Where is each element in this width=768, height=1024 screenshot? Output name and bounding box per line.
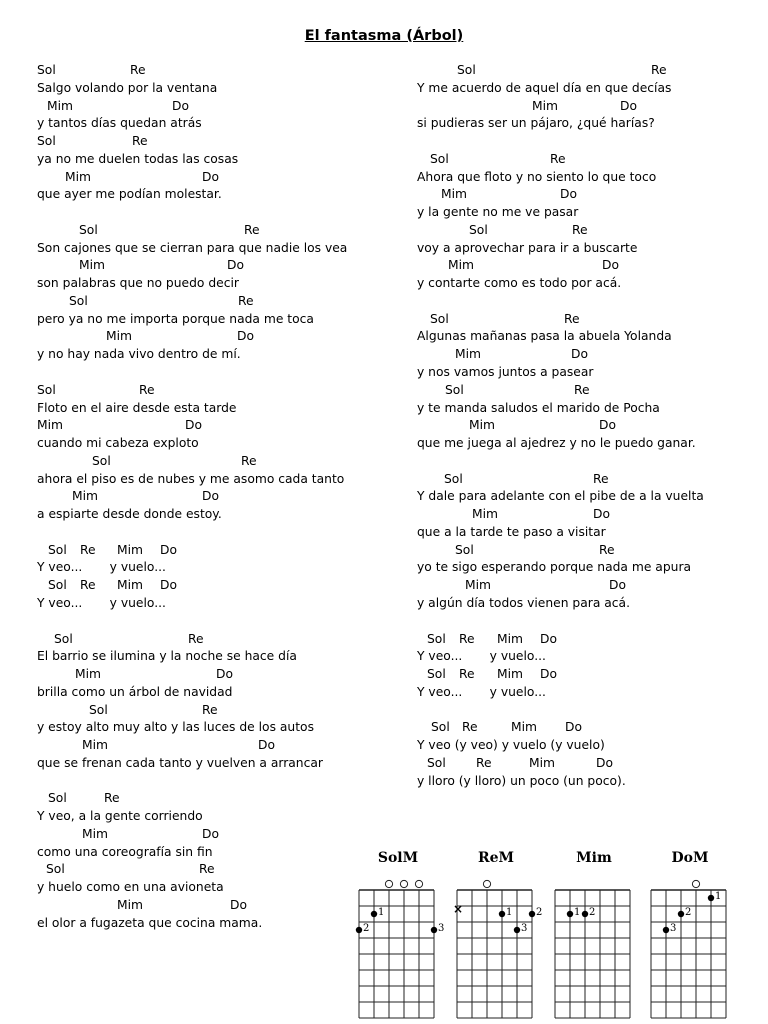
chord-diagram-solm [353, 848, 443, 1018]
finger-number: 1 [506, 907, 513, 918]
lyric-line: Salgo volando por la ventana [37, 80, 218, 95]
finger-number: 1 [574, 907, 581, 918]
chord-symbol: Sol [430, 311, 449, 326]
blank-line [37, 204, 387, 222]
chord-symbol: Sol [445, 382, 464, 397]
chord-line [417, 257, 762, 275]
chord-symbol: Do [160, 542, 177, 557]
lyric-line: Y dale para adelante con el pibe de a la vuelta [417, 489, 704, 504]
chord-symbol: Re [244, 222, 260, 237]
chord-diagram-name: Mim [576, 850, 612, 866]
chord-symbol: Re [199, 862, 215, 877]
chord-symbol: Mim [65, 169, 92, 184]
chord-symbol: Mim [37, 418, 64, 433]
finger-number: 3 [438, 923, 445, 934]
finger-dot [567, 911, 573, 917]
chord-line [37, 328, 387, 346]
chord-symbol: Sol [455, 542, 474, 557]
chord-line [37, 542, 387, 560]
chord-symbol: Sol [430, 151, 449, 166]
chord-symbol: Sol [92, 453, 111, 468]
blank-line [417, 293, 762, 311]
lyric-line: y tantos días quedan atrás [37, 116, 202, 131]
chord-symbol: Mim [497, 631, 524, 646]
chord-diagram-name: DoM [671, 850, 709, 866]
blank-line [417, 133, 762, 151]
chord-symbol: Re [572, 222, 588, 237]
chord-symbol: Do [540, 631, 557, 646]
chord-line [37, 790, 387, 808]
chord-line [37, 133, 387, 151]
finger-dot [529, 911, 535, 917]
chord-symbol: Sol [89, 702, 108, 717]
blank-line [37, 364, 387, 382]
chord-symbol: Re [651, 63, 667, 77]
finger-number: 3 [521, 923, 528, 934]
chord-symbol: Sol [46, 862, 65, 877]
chord-symbol: Sol [69, 293, 88, 308]
lyric-line: y la gente no me ve pasar [417, 205, 579, 220]
chord-symbol: Sol [37, 63, 56, 77]
chord-symbol: Do [202, 826, 219, 841]
lyric-line: Ahora que floto y no siento lo que toco [417, 169, 657, 184]
lyric-line: Y veo... y vuelo... [417, 684, 546, 699]
finger-dot [663, 927, 669, 933]
lyric-line: el olor a fugazeta que cocina mama. [37, 915, 263, 930]
lyric-line: y estoy alto muy alto y las luces de los autos [37, 720, 314, 735]
chord-line [37, 257, 387, 275]
chord-symbol: Do [185, 418, 202, 433]
lyric-line: cuando mi cabeza exploto [37, 436, 199, 451]
finger-number: 1 [378, 907, 385, 918]
lyric-line: y te manda saludos el marido de Pocha [417, 400, 660, 415]
chord-line [37, 861, 387, 879]
chord-line [417, 666, 762, 684]
lyric-line: Y veo (y veo) y vuelo (y vuelo) [417, 738, 605, 753]
chord-line [417, 755, 762, 773]
chord-line [417, 417, 762, 435]
chord-line [37, 222, 387, 240]
blank-line [37, 773, 387, 791]
chord-symbol: Mim [117, 542, 144, 557]
chord-symbol: Re [564, 311, 580, 326]
chord-symbol: Mim [469, 418, 496, 433]
chord-line [417, 542, 762, 560]
chord-symbol: Sol [48, 542, 67, 557]
chord-symbol: Re [130, 63, 146, 77]
chord-symbol: Re [476, 755, 492, 770]
chord-symbol: Mim [465, 578, 492, 593]
chord-symbol: Re [80, 578, 96, 593]
lyric-line: Son cajones que se cierran para que nadie los vea [37, 240, 348, 255]
chord-symbol: Sol [54, 631, 73, 646]
chord-symbol: Do [620, 98, 637, 113]
chord-symbol: Mim [75, 667, 102, 682]
chord-line [417, 311, 762, 329]
chord-symbol: Sol [444, 471, 463, 486]
chord-line [37, 702, 387, 720]
blank-line [417, 702, 762, 720]
chord-symbol: Re [462, 720, 478, 735]
chord-symbol: Sol [37, 382, 56, 397]
chord-symbol: Do [258, 738, 275, 753]
chord-symbol: Sol [427, 667, 446, 682]
finger-number: 2 [536, 907, 543, 918]
chord-line [37, 826, 387, 844]
lyric-line: voy a aprovechar para ir a buscarte [417, 240, 638, 255]
chord-symbol: Re [599, 542, 615, 557]
chord-symbol: Re [139, 382, 155, 397]
chord-line [417, 62, 762, 80]
open-string-marker [692, 880, 699, 887]
chord-diagram-name: ReM [477, 850, 515, 866]
chord-symbol: Sol [37, 134, 56, 149]
finger-dot [678, 911, 684, 917]
finger-dot [708, 895, 714, 901]
chord-line [417, 151, 762, 169]
finger-dot [431, 927, 437, 933]
muted-string-marker: × [453, 902, 464, 917]
open-string-marker [483, 880, 490, 887]
chord-line [37, 577, 387, 595]
chord-symbol: Do [571, 347, 588, 362]
chord-line [417, 222, 762, 240]
chord-symbol: Mim [497, 667, 524, 682]
chord-symbol: Do [202, 489, 219, 504]
chord-symbol: Do [540, 667, 557, 682]
chord-symbol: Do [160, 578, 177, 593]
chord-line [417, 719, 762, 737]
finger-dot [582, 911, 588, 917]
chord-line [37, 897, 387, 915]
chord-symbol: Mim [117, 897, 144, 912]
lyric-line: Y veo... y vuelo... [37, 595, 166, 610]
chord-symbol: Re [593, 471, 609, 486]
blank-line [417, 453, 762, 471]
chord-symbol: Sol [457, 63, 476, 77]
lyric-line: Y veo... y vuelo... [37, 560, 166, 575]
chord-symbol: Mim [441, 187, 468, 202]
finger-number: 2 [685, 907, 692, 918]
chord-symbol: Sol [48, 791, 67, 806]
chord-line [417, 346, 762, 364]
finger-dot [356, 927, 362, 933]
chord-symbol: Sol [48, 578, 67, 593]
lyric-line: y lloro (y lloro) un poco (un poco). [417, 773, 626, 788]
chord-line [417, 471, 762, 489]
fretboard-grid [549, 868, 639, 1018]
chord-symbol: Mim [47, 98, 74, 113]
open-string-marker [385, 880, 392, 887]
lyric-line: ya no me duelen todas las cosas [37, 151, 239, 166]
chord-line [37, 98, 387, 116]
lyrics-column-left [37, 62, 387, 933]
chord-diagram-rem [451, 848, 541, 1018]
chord-symbol: Re [80, 542, 96, 557]
chord-symbol: Re [459, 667, 475, 682]
chord-line [417, 577, 762, 595]
song-title: El fantasma (Árbol) [304, 28, 464, 44]
chord-symbol: Do [172, 98, 189, 113]
lyric-line: brilla como un árbol de navidad [37, 684, 233, 699]
chord-line [37, 62, 387, 80]
chord-line [37, 382, 387, 400]
lyric-line: a espiarte desde donde estoy. [37, 507, 222, 522]
chord-line [37, 666, 387, 684]
chord-line [37, 169, 387, 187]
fretboard-grid [353, 868, 443, 1018]
chord-symbol: Sol [469, 222, 488, 237]
chord-symbol: Re [459, 631, 475, 646]
chord-line [417, 98, 762, 116]
chord-symbol: Mim [511, 720, 538, 735]
chord-line [37, 293, 387, 311]
chord-line [417, 186, 762, 204]
lyric-line: Y me acuerdo de aquel día en que decías [417, 80, 672, 95]
blank-line [417, 613, 762, 631]
chord-symbol: Mim [117, 578, 144, 593]
lyric-line: como una coreografía sin fin [37, 844, 213, 859]
fretboard-grid [645, 868, 735, 1018]
chord-symbol: Do [565, 720, 582, 735]
lyric-line: y algún día todos vienen para acá. [417, 595, 630, 610]
chord-symbol: Do [216, 667, 233, 682]
chord-symbol: Re [574, 382, 590, 397]
lyric-line: que a la tarde te paso a visitar [417, 524, 606, 539]
open-string-marker [400, 880, 407, 887]
lyric-line: que me juega al ajedrez y no le puedo ganar. [417, 436, 696, 451]
chord-symbol: Mim [106, 329, 133, 344]
lyric-line: yo te sigo esperando porque nada me apura [417, 560, 692, 575]
chord-symbol: Sol [427, 755, 446, 770]
chord-symbol: Do [599, 418, 616, 433]
chord-symbol: Mim [532, 98, 559, 113]
chord-symbol: Re [202, 702, 218, 717]
chord-symbol: Do [560, 187, 577, 202]
finger-number: 2 [363, 923, 370, 934]
lyric-line: y no hay nada vivo dentro de mí. [37, 347, 241, 362]
lyric-line: Y veo... y vuelo... [417, 649, 546, 664]
chord-diagram-name: SolM [377, 850, 419, 866]
chord-symbol: Mim [448, 258, 475, 273]
chord-line [37, 737, 387, 755]
chord-symbol: Do [602, 258, 619, 273]
chord-line [37, 417, 387, 435]
chord-symbol: Mim [82, 826, 109, 841]
lyric-line: que ayer me podían molestar. [37, 187, 222, 202]
chord-line [37, 631, 387, 649]
chord-symbol: Do [593, 507, 610, 522]
finger-dot [371, 911, 377, 917]
chord-symbol: Sol [427, 631, 446, 646]
lyric-line: si pudieras ser un pájaro, ¿qué harías? [417, 116, 655, 131]
blank-line [37, 613, 387, 631]
lyric-line: y nos vamos juntos a pasear [417, 365, 594, 380]
chord-line [417, 506, 762, 524]
chord-symbol: Mim [79, 258, 106, 273]
chord-symbol: Mim [472, 507, 499, 522]
finger-dot [499, 911, 505, 917]
chord-line [417, 382, 762, 400]
chord-symbol: Re [104, 791, 120, 806]
chord-symbol: Do [202, 169, 219, 184]
chord-symbol: Mim [82, 738, 109, 753]
lyric-line: que se frenan cada tanto y vuelven a arrancar [37, 755, 323, 770]
chord-line [417, 631, 762, 649]
chord-symbol: Mim [455, 347, 482, 362]
chord-symbol: Re [238, 293, 254, 308]
blank-line [37, 524, 387, 542]
chord-symbol: Re [132, 134, 148, 149]
finger-dot [514, 927, 520, 933]
lyric-line: El barrio se ilumina y la noche se hace día [37, 649, 297, 664]
lyric-line: ahora el piso es de nubes y me asomo cada tanto [37, 471, 345, 486]
lyric-line: pero ya no me importa porque nada me toca [37, 311, 314, 326]
lyric-line: y contarte como es todo por acá. [417, 276, 622, 291]
chord-symbol: Do [227, 258, 244, 273]
chord-symbol: Do [609, 578, 626, 593]
chord-symbol: Do [237, 329, 254, 344]
lyric-line: Y veo, a la gente corriendo [37, 809, 203, 824]
chord-symbol: Sol [431, 720, 450, 735]
lyric-line: Algunas mañanas pasa la abuela Yolanda [417, 329, 672, 344]
chord-symbol: Re [241, 453, 257, 468]
lyric-line: y huelo como en una avioneta [37, 880, 224, 895]
chord-symbol: Mim [529, 755, 556, 770]
chord-symbol: Re [550, 151, 566, 166]
fretboard-grid [451, 868, 541, 1018]
open-string-marker [415, 880, 422, 887]
finger-number: 1 [715, 891, 722, 902]
finger-number: 3 [670, 923, 677, 934]
chord-line [37, 488, 387, 506]
chord-symbol: Mim [72, 489, 99, 504]
finger-number: 2 [589, 907, 596, 918]
chord-diagram-dom [645, 848, 735, 1018]
lyrics-column-right [417, 62, 762, 790]
lyric-line: son palabras que no puedo decir [37, 276, 239, 291]
chord-symbol: Re [188, 631, 204, 646]
chord-symbol: Do [596, 755, 613, 770]
chord-line [37, 453, 387, 471]
chord-symbol: Sol [79, 222, 98, 237]
chord-diagram-mim [549, 848, 639, 1018]
chord-symbol: Do [230, 897, 247, 912]
lyric-line: Floto en el aire desde esta tarde [37, 400, 237, 415]
